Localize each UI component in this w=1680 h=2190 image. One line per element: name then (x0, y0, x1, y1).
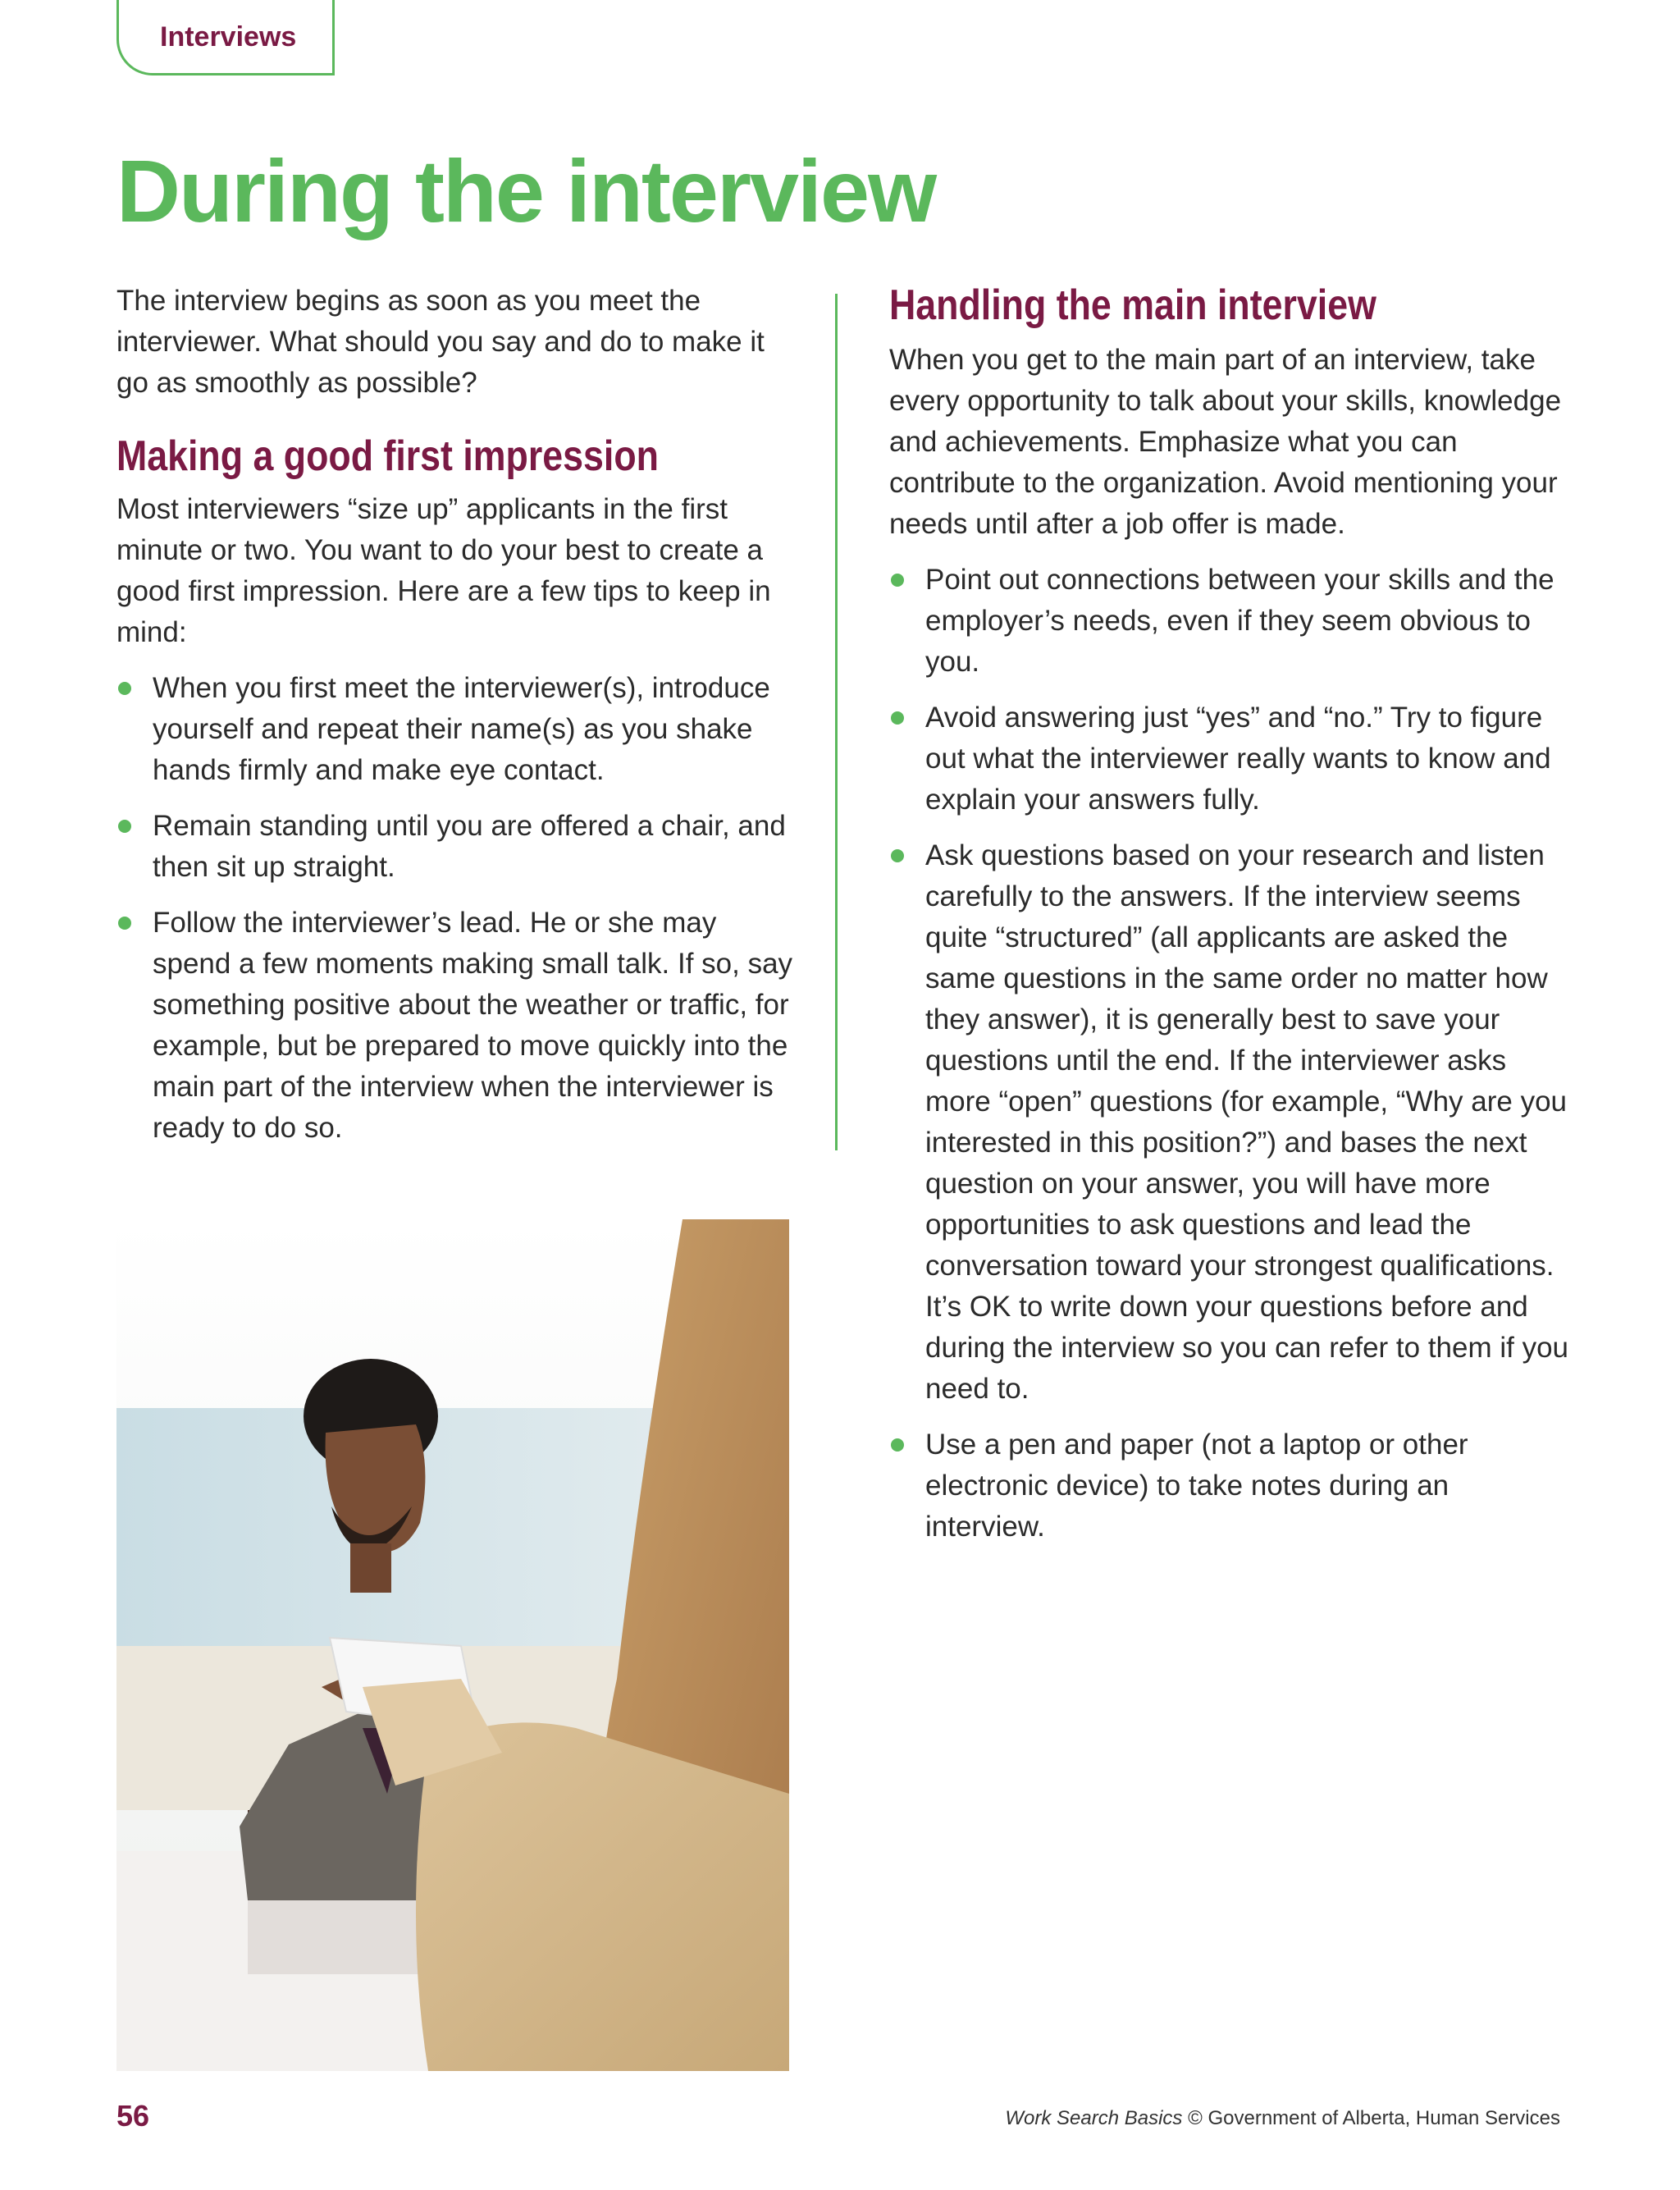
first-impression-heading: Making a good first impression (116, 432, 659, 480)
list-item: Point out connections between your skills and the employer’s needs, even if they seem obvious to you. (889, 560, 1570, 683)
copyright-text: © Government of Alberta, Human Services (1188, 2107, 1560, 2129)
list-item: Ask questions based on your research and listen carefully to the answers. If the interview seems quite “structured” (all applicants are asked the same questions in the same order no matter how they answer), it is generally best to save your questions until the end. If the interviewer asks more “open” questions (for example, “Why are you interested in this position?”) and bases the next question on your answer, you will have more opportunities to ask questions and lead the conversation toward your strongest qualifications. It’s OK to write down your questions before and during the interview so you can refer to them if you need to. (889, 835, 1570, 1410)
bullet-dot-icon (118, 820, 131, 833)
bullet-dot-icon (118, 682, 131, 695)
page-title: During the interview (116, 141, 936, 240)
bullet-dot-icon (891, 574, 904, 587)
main-interview-list (889, 560, 1570, 1548)
page-number: 56 (116, 2099, 150, 2133)
list-item: Follow the interviewer’s lead. He or she may spend a few moments making small talk. If so, say something positive about the weather or traffic, for example, but be prepared to move quickly into the main part of the interview when the interviewer is ready to do so. (116, 903, 797, 1149)
bullet-dot-icon (118, 917, 131, 930)
section-tab (116, 0, 335, 75)
bullet-dot-icon (891, 1438, 904, 1452)
right-column (889, 281, 1570, 1548)
bullet-dot-icon (891, 849, 904, 862)
first-impression-paragraph: Most interviewers “size up” applicants in the first minute or two. You want to do your best to create a good first impression. Here are a few tips to keep in mind: (116, 493, 771, 648)
main-interview-paragraph: When you get to the main part of an interview, take every opportunity to talk about your skills, knowledge and achievements. Emphasize what you can contribute to the organization. Avoid mentioning your needs until after a job offer is made. (889, 344, 1562, 540)
footer (1005, 2107, 1560, 2130)
column-divider (835, 294, 838, 1150)
first-impression-list (116, 668, 797, 1149)
publication-title: Work Search Basics (1005, 2107, 1183, 2129)
left-column (116, 281, 797, 1149)
interview-photo (116, 1219, 789, 2071)
list-item: Use a pen and paper (not a laptop or other electronic device) to take notes during an interview. (889, 1424, 1570, 1548)
list-item: When you first meet the interviewer(s), introduce yourself and repeat their name(s) as you shake hands firmly and make eye contact. (116, 668, 797, 791)
list-item: Avoid answering just “yes” and “no.” Try to figure out what the interviewer really wants to know and explain your answers fully. (889, 697, 1570, 821)
main-interview-heading: Handling the main interview (889, 281, 1376, 329)
list-item: Remain standing until you are offered a chair, and then sit up straight. (116, 806, 797, 888)
section-tab-label: Interviews (160, 21, 297, 53)
intro-paragraph: The interview begins as soon as you meet the interviewer. What should you say and do to make it go as smoothly as possible? (116, 285, 765, 399)
bullet-dot-icon (891, 711, 904, 725)
